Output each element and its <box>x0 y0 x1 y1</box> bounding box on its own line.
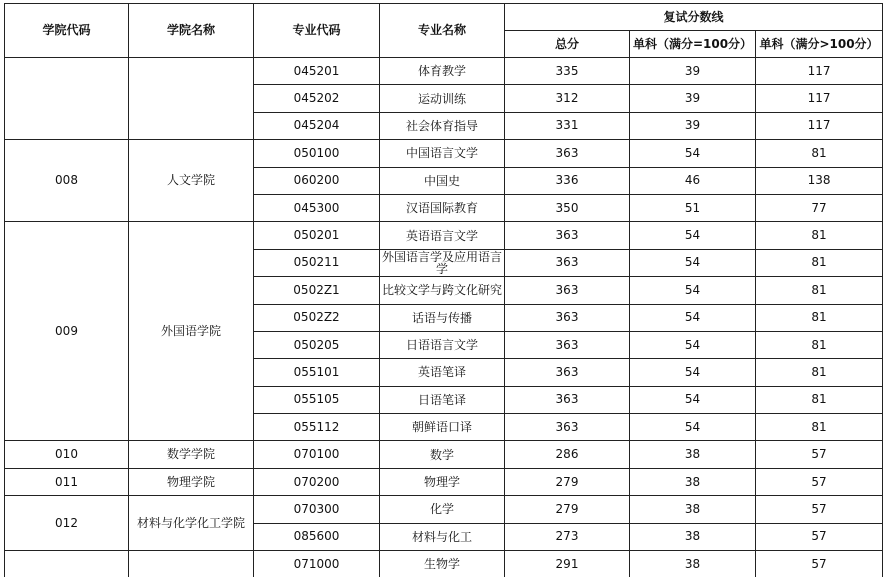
table-row <box>5 496 883 523</box>
total-score-cell: 273 <box>505 523 630 550</box>
single-100-cell: 54 <box>630 249 756 276</box>
college-name-cell: 人文学院 <box>129 140 254 222</box>
major-code-cell: 050205 <box>254 331 380 358</box>
single-100-cell: 46 <box>630 167 756 194</box>
major-code-cell: 045201 <box>254 58 380 85</box>
major-name-cell: 比较文学与跨文化研究 <box>380 277 505 304</box>
college-code-cell <box>5 551 129 578</box>
major-code-cell: 0502Z1 <box>254 277 380 304</box>
college-name-cell: 物理学院 <box>129 468 254 495</box>
major-code-cell: 050100 <box>254 140 380 167</box>
table-body <box>5 58 883 578</box>
single-over-100-cell: 81 <box>756 386 883 413</box>
college-code-cell: 011 <box>5 468 129 495</box>
total-score-cell: 350 <box>505 194 630 221</box>
header-college-code: 学院代码 <box>5 4 129 58</box>
single-100-cell: 51 <box>630 194 756 221</box>
single-100-cell: 54 <box>630 304 756 331</box>
single-over-100-cell: 81 <box>756 222 883 249</box>
single-100-cell: 38 <box>630 496 756 523</box>
college-code-cell: 008 <box>5 140 129 222</box>
header-row-1 <box>5 4 883 31</box>
major-name-cell: 数学 <box>380 441 505 468</box>
table-row <box>5 468 883 495</box>
total-score-cell: 335 <box>505 58 630 85</box>
major-code-cell: 060200 <box>254 167 380 194</box>
major-name-cell: 体育教学 <box>380 58 505 85</box>
single-100-cell: 39 <box>630 85 756 112</box>
single-over-100-cell: 117 <box>756 58 883 85</box>
major-code-cell: 070200 <box>254 468 380 495</box>
total-score-cell: 279 <box>505 468 630 495</box>
major-name-cell: 运动训练 <box>380 85 505 112</box>
total-score-cell: 363 <box>505 386 630 413</box>
table-row <box>5 441 883 468</box>
total-score-cell: 279 <box>505 496 630 523</box>
total-score-cell: 291 <box>505 551 630 578</box>
college-code-cell: 009 <box>5 222 129 441</box>
total-score-cell: 363 <box>505 249 630 276</box>
major-name-cell: 话语与传播 <box>380 304 505 331</box>
total-score-cell: 286 <box>505 441 630 468</box>
major-code-cell: 045202 <box>254 85 380 112</box>
single-over-100-cell: 57 <box>756 496 883 523</box>
single-over-100-cell: 81 <box>756 359 883 386</box>
header-major-name: 专业名称 <box>380 4 505 58</box>
single-100-cell: 54 <box>630 331 756 358</box>
major-code-cell: 0502Z2 <box>254 304 380 331</box>
table-row <box>5 551 883 578</box>
table-row <box>5 222 883 249</box>
major-code-cell: 071000 <box>254 551 380 578</box>
total-score-cell: 363 <box>505 331 630 358</box>
major-code-cell: 050201 <box>254 222 380 249</box>
total-score-cell: 336 <box>505 167 630 194</box>
total-score-cell: 363 <box>505 277 630 304</box>
single-100-cell: 39 <box>630 58 756 85</box>
major-code-cell: 045204 <box>254 112 380 139</box>
header-single-100: 单科（满分=100分） <box>630 31 756 58</box>
major-code-cell: 055105 <box>254 386 380 413</box>
header-single-over-100: 单科（满分>100分） <box>756 31 883 58</box>
total-score-cell: 312 <box>505 85 630 112</box>
major-code-cell: 085600 <box>254 523 380 550</box>
major-name-cell: 外国语言学及应用语言学 <box>380 249 505 276</box>
total-score-cell: 363 <box>505 359 630 386</box>
single-over-100-cell: 117 <box>756 85 883 112</box>
college-name-cell <box>129 551 254 578</box>
single-100-cell: 54 <box>630 359 756 386</box>
college-name-cell: 数学学院 <box>129 441 254 468</box>
total-score-cell: 363 <box>505 140 630 167</box>
major-code-cell: 050211 <box>254 249 380 276</box>
single-100-cell: 54 <box>630 386 756 413</box>
college-code-cell: 010 <box>5 441 129 468</box>
major-name-cell: 化学 <box>380 496 505 523</box>
single-over-100-cell: 81 <box>756 249 883 276</box>
single-over-100-cell: 81 <box>756 414 883 441</box>
single-100-cell: 38 <box>630 468 756 495</box>
college-name-cell <box>129 58 254 140</box>
major-name-cell: 生物学 <box>380 551 505 578</box>
table-row <box>5 58 883 85</box>
header-retest-line: 复试分数线 <box>505 4 883 31</box>
major-name-cell: 朝鲜语口译 <box>380 414 505 441</box>
header-total: 总分 <box>505 31 630 58</box>
single-over-100-cell: 81 <box>756 331 883 358</box>
major-name-cell: 物理学 <box>380 468 505 495</box>
single-over-100-cell: 57 <box>756 468 883 495</box>
major-name-cell: 材料与化工 <box>380 523 505 550</box>
major-name-cell: 日语语言文学 <box>380 331 505 358</box>
score-table <box>4 3 883 577</box>
single-over-100-cell: 81 <box>756 304 883 331</box>
major-code-cell: 070300 <box>254 496 380 523</box>
single-100-cell: 54 <box>630 277 756 304</box>
single-100-cell: 54 <box>630 222 756 249</box>
college-code-cell <box>5 58 129 140</box>
single-over-100-cell: 117 <box>756 112 883 139</box>
single-over-100-cell: 81 <box>756 277 883 304</box>
single-over-100-cell: 57 <box>756 523 883 550</box>
single-100-cell: 38 <box>630 523 756 550</box>
total-score-cell: 331 <box>505 112 630 139</box>
major-name-cell: 汉语国际教育 <box>380 194 505 221</box>
major-code-cell: 055112 <box>254 414 380 441</box>
single-100-cell: 38 <box>630 441 756 468</box>
major-code-cell: 070100 <box>254 441 380 468</box>
total-score-cell: 363 <box>505 222 630 249</box>
major-name-cell: 社会体育指导 <box>380 112 505 139</box>
major-name-cell: 日语笔译 <box>380 386 505 413</box>
major-code-cell: 055101 <box>254 359 380 386</box>
college-code-cell: 012 <box>5 496 129 551</box>
major-name-cell: 中国语言文学 <box>380 140 505 167</box>
college-name-cell: 外国语学院 <box>129 222 254 441</box>
single-100-cell: 54 <box>630 414 756 441</box>
total-score-cell: 363 <box>505 414 630 441</box>
total-score-cell: 363 <box>505 304 630 331</box>
single-over-100-cell: 77 <box>756 194 883 221</box>
major-name-cell: 英语语言文学 <box>380 222 505 249</box>
table-row <box>5 140 883 167</box>
college-name-cell: 材料与化学化工学院 <box>129 496 254 551</box>
single-over-100-cell: 57 <box>756 551 883 578</box>
major-name-cell: 中国史 <box>380 167 505 194</box>
single-over-100-cell: 57 <box>756 441 883 468</box>
single-over-100-cell: 138 <box>756 167 883 194</box>
single-100-cell: 38 <box>630 551 756 578</box>
header-major-code: 专业代码 <box>254 4 380 58</box>
major-code-cell: 045300 <box>254 194 380 221</box>
single-100-cell: 39 <box>630 112 756 139</box>
header-college-name: 学院名称 <box>129 4 254 58</box>
single-100-cell: 54 <box>630 140 756 167</box>
single-over-100-cell: 81 <box>756 140 883 167</box>
major-name-cell: 英语笔译 <box>380 359 505 386</box>
